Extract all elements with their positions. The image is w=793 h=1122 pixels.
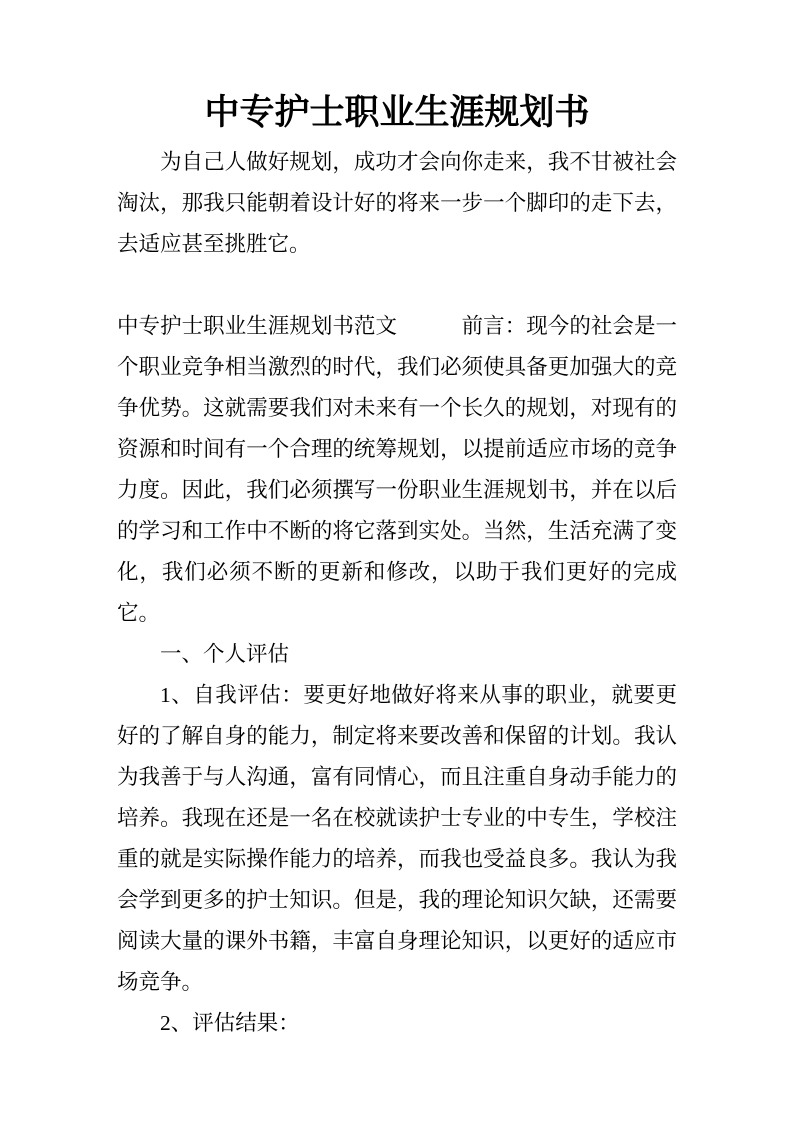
- document-title: 中专护士职业生涯规划书: [204, 93, 590, 132]
- blank-line: [117, 265, 677, 306]
- section-one-heading: 一、个人评估: [160, 642, 290, 666]
- paragraph-self-assessment: 1、自我评估：要更好地做好将来从事的职业，就要更好的了解自身的能力，制定将来要改善和保留的计划。我认为我善于与人沟通，富有同情心，而且注重自身动手能力的培养。我现在还是一名在校就读护士专业的中专生，学校注重的就是实际操作能力的培养，而我也受益良多。我认为我会学到更多的护士知识。但是，我的理论知识欠缺，还需要阅读大量的课外书籍，丰富自身理论知识，以更好的适应市场竞争。: [117, 683, 677, 994]
- assessment-result-heading: 2、评估结果：: [160, 1011, 300, 1035]
- paragraph-fanwen-foreword: 中专护士职业生涯规划书范文 前言：现今的社会是一个职业竞争相当激烈的时代，我们必须使具备更加强大的竞争优势。这就需要我们对未来有一个长久的规划，对现有的资源和时间有一个合理的统筹规划，以提前适应市场的竞争力度。因此，我们必须撰写一份职业生涯规划书，并在以后的学习和工作中不断的将它落到实处。当然，生活充满了变化，我们必须不断的更新和修改，以助于我们更好的完成它。: [117, 314, 677, 625]
- paragraph-opening: 为自己人做好规划，成功才会向你走来，我不甘被社会淘汰，那我只能朝着设计好的将来一步一个脚印的走下去，去适应甚至挑胜它。: [117, 150, 677, 256]
